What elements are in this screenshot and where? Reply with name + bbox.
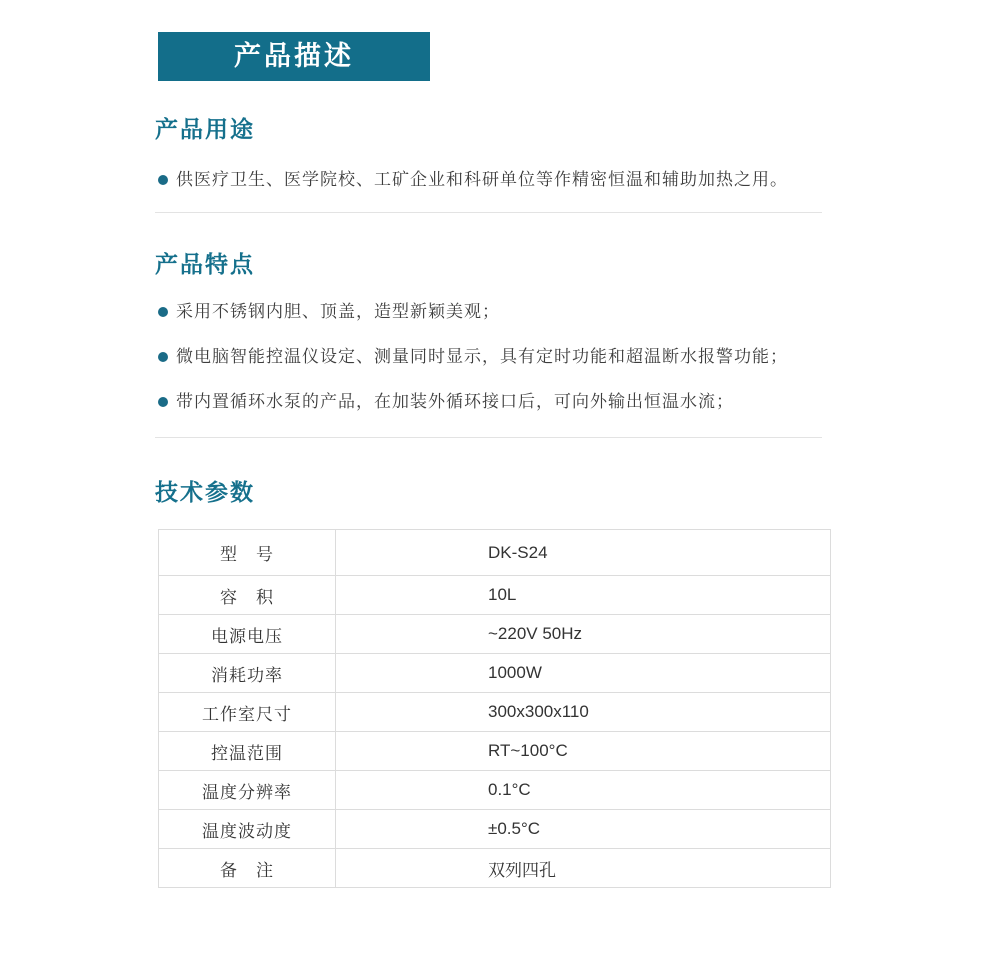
spec-value: 1000W [336, 654, 831, 693]
list-item [158, 347, 833, 366]
spec-value: RT~100°C [336, 732, 831, 771]
spec-label: 电源电压 [159, 615, 336, 654]
table-row [159, 693, 831, 732]
page-title: 产品描述 [234, 41, 354, 71]
spec-label: 备 注 [159, 849, 336, 888]
spec-value: 300x300x110 [336, 693, 831, 732]
section-heading-specs: 技术参数 [155, 479, 255, 505]
feature-bullet-text: 采用不锈钢内胆、顶盖，造型新颖美观； [176, 302, 500, 321]
table-row [159, 771, 831, 810]
feature-bullet-text: 微电脑智能控温仪设定、测量同时显示，具有定时功能和超温断水报警功能； [176, 347, 788, 366]
table-row [159, 654, 831, 693]
spec-label: 控温范围 [159, 732, 336, 771]
spec-value: ~220V 50Hz [336, 615, 831, 654]
section-heading-usage: 产品用途 [155, 116, 255, 142]
table-row [159, 810, 831, 849]
table-row [159, 530, 831, 576]
spec-value: DK-S24 [336, 530, 831, 576]
list-item [158, 170, 833, 189]
list-item [158, 392, 833, 411]
table-row [159, 615, 831, 654]
spec-value: 10L [336, 576, 831, 615]
product-description-page [155, 32, 833, 888]
table-row [159, 849, 831, 888]
spec-table [158, 529, 831, 888]
spec-value: 0.1°C [336, 771, 831, 810]
list-item [158, 302, 833, 321]
bullet-dot-icon [158, 397, 168, 407]
spec-label: 温度分辨率 [159, 771, 336, 810]
bullet-dot-icon [158, 307, 168, 317]
spec-label: 温度波动度 [159, 810, 336, 849]
spec-value: ±0.5°C [336, 810, 831, 849]
table-row [159, 576, 831, 615]
spec-label: 消耗功率 [159, 654, 336, 693]
spec-label: 型 号 [159, 530, 336, 576]
table-row [159, 732, 831, 771]
feature-bullet-text: 带内置循环水泵的产品，在加装外循环接口后，可向外输出恒温水流； [176, 392, 734, 411]
page-title-banner [158, 32, 430, 81]
bullet-dot-icon [158, 352, 168, 362]
usage-bullet-text: 供医疗卫生、医学院校、工矿企业和科研单位等作精密恒温和辅助加热之用。 [176, 170, 788, 189]
spec-label: 容 积 [159, 576, 336, 615]
section-divider [155, 437, 822, 438]
bullet-dot-icon [158, 175, 168, 185]
spec-label: 工作室尺寸 [159, 693, 336, 732]
section-divider [155, 212, 822, 213]
spec-value: 双列四孔 [336, 849, 831, 888]
section-heading-features: 产品特点 [155, 251, 255, 277]
